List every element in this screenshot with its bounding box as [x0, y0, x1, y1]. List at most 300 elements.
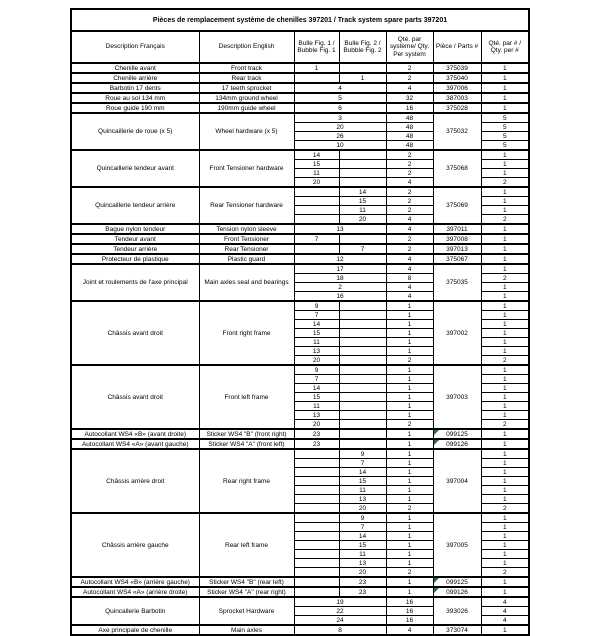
- qty-per-system-cell: 1: [386, 550, 433, 559]
- qty-per-system-cell: 2: [386, 197, 433, 206]
- header-row: [71, 31, 529, 63]
- bubble2-cell: [339, 420, 386, 430]
- bubble1-cell: 14: [294, 320, 339, 329]
- bubble-ref-cell: 20: [294, 123, 386, 132]
- qty-per-part-cell: 5: [481, 132, 529, 141]
- qty-per-part-cell: 1: [481, 311, 529, 320]
- bubble2-cell: [339, 301, 386, 311]
- qty-per-part-cell: 1: [481, 559, 529, 568]
- qty-per-part-cell: 1: [481, 264, 529, 274]
- table-row: [71, 224, 529, 234]
- bubble2-cell: [339, 329, 386, 338]
- qty-per-system-cell: 48: [386, 132, 433, 141]
- qty-per-system-cell: 4: [386, 178, 433, 188]
- qty-per-part-cell: 1: [481, 411, 529, 420]
- table-row: [71, 63, 529, 73]
- bubble-ref-cell: 6: [294, 103, 386, 113]
- qty-per-part-cell: 5: [481, 113, 529, 123]
- qty-per-system-cell: 1: [386, 375, 433, 384]
- bubble1-cell: 11: [294, 169, 339, 178]
- bubble-ref-cell: 13: [294, 224, 386, 234]
- qty-per-part-cell: 4: [481, 616, 529, 626]
- qty-per-part-cell: 1: [481, 587, 529, 597]
- qty-per-part-cell: 1: [481, 384, 529, 393]
- table-row: [71, 439, 529, 449]
- table-row: [71, 513, 529, 523]
- table-row: [71, 365, 529, 375]
- qty-per-part-cell: 1: [481, 150, 529, 160]
- qty-per-part-cell: 1: [481, 73, 529, 83]
- qty-per-part-cell: 1: [481, 577, 529, 587]
- desc-fr-cell: Châssis arrière droit: [71, 449, 199, 513]
- bubble2-cell: [339, 439, 386, 449]
- bubble1-cell: [294, 197, 339, 206]
- qty-per-part-cell: 5: [481, 141, 529, 151]
- qty-per-system-cell: 1: [386, 587, 433, 597]
- qty-per-part-cell: 1: [481, 449, 529, 459]
- desc-en-cell: Sticker WS4 "B" (front right): [199, 429, 294, 439]
- bubble2-cell: 14: [339, 187, 386, 197]
- bubble1-cell: 20: [294, 420, 339, 430]
- qty-per-part-cell: 1: [481, 468, 529, 477]
- qty-per-system-cell: 1: [386, 384, 433, 393]
- qty-per-system-cell: 48: [386, 141, 433, 151]
- desc-fr-cell: Tendeur arrière: [71, 244, 199, 254]
- qty-per-part-cell: 1: [481, 338, 529, 347]
- table-row: [71, 83, 529, 93]
- qty-per-system-cell: 2: [386, 568, 433, 578]
- table-row: [71, 113, 529, 123]
- table-row: [71, 264, 529, 274]
- bubble2-cell: 7: [339, 523, 386, 532]
- bubble1-cell: [294, 587, 339, 597]
- bubble1-cell: 7: [294, 311, 339, 320]
- qty-per-system-cell: 2: [386, 244, 433, 254]
- desc-en-cell: Tension nylon sleeve: [199, 224, 294, 234]
- bubble1-cell: 14: [294, 384, 339, 393]
- qty-per-system-cell: 1: [386, 523, 433, 532]
- desc-en-cell: Sticker WS4 "A" (front left): [199, 439, 294, 449]
- table-row: [71, 429, 529, 439]
- qty-per-part-cell: 1: [481, 486, 529, 495]
- qty-per-part-cell: 4: [481, 607, 529, 616]
- table-row: [71, 254, 529, 264]
- desc-fr-cell: Autocollant WS4 «B» (avant droite): [71, 429, 199, 439]
- part-number-cell: 375068: [433, 150, 481, 187]
- qty-per-system-cell: 1: [386, 429, 433, 439]
- bubble1-cell: 11: [294, 338, 339, 347]
- qty-per-system-cell: 1: [386, 402, 433, 411]
- qty-per-system-cell: 16: [386, 103, 433, 113]
- part-number-cell: 099126: [433, 439, 481, 449]
- desc-fr-cell: Quincaillerie de roue (x 5): [71, 113, 199, 150]
- part-number-cell: 375032: [433, 113, 481, 150]
- bubble1-cell: [294, 532, 339, 541]
- bubble-ref-cell: 24: [294, 616, 386, 626]
- desc-en-cell: Plastic guard: [199, 254, 294, 264]
- qty-per-system-cell: 4: [386, 625, 433, 635]
- qty-per-part-cell: 2: [481, 215, 529, 225]
- desc-en-cell: Sticker WS4 "B" (rear left): [199, 577, 294, 587]
- qty-per-system-cell: 2: [386, 206, 433, 215]
- qty-per-system-cell: 2: [386, 73, 433, 83]
- bubble1-cell: 9: [294, 365, 339, 375]
- table-row: [71, 93, 529, 103]
- qty-per-system-cell: 1: [386, 459, 433, 468]
- qty-per-part-cell: 1: [481, 224, 529, 234]
- bubble-ref-cell: 8: [294, 625, 386, 635]
- qty-per-part-cell: 2: [481, 178, 529, 188]
- desc-en-cell: Front track: [199, 63, 294, 73]
- qty-per-system-cell: 16: [386, 607, 433, 616]
- qty-per-part-cell: 1: [481, 459, 529, 468]
- desc-en-cell: Rear Tensioner hardware: [199, 187, 294, 224]
- bubble-ref-cell: 22: [294, 607, 386, 616]
- desc-fr-cell: Autocollant WS4 «B» (arrière gauche): [71, 577, 199, 587]
- parts-table: [70, 8, 530, 636]
- bubble1-cell: 11: [294, 402, 339, 411]
- bubble2-cell: [339, 411, 386, 420]
- table-row: [71, 625, 529, 635]
- bubble-ref-cell: 10: [294, 141, 386, 151]
- qty-per-part-cell: 1: [481, 206, 529, 215]
- desc-en-cell: Rear Tensioner: [199, 244, 294, 254]
- qty-per-system-cell: 1: [386, 468, 433, 477]
- part-number-cell: 375035: [433, 264, 481, 301]
- bubble2-cell: 11: [339, 486, 386, 495]
- qty-per-part-cell: 1: [481, 532, 529, 541]
- desc-fr-cell: Autocollant WS4 «A» (avant gauche): [71, 439, 199, 449]
- qty-per-system-cell: 16: [386, 616, 433, 626]
- bubble2-cell: 7: [339, 459, 386, 468]
- bubble2-cell: 23: [339, 587, 386, 597]
- qty-per-system-cell: 4: [386, 254, 433, 264]
- bubble1-cell: [294, 513, 339, 523]
- table-row: [71, 244, 529, 254]
- qty-per-part-cell: 2: [481, 568, 529, 578]
- desc-en-cell: 190mm guide wheel: [199, 103, 294, 113]
- qty-per-part-cell: 2: [481, 420, 529, 430]
- bubble2-cell: [339, 356, 386, 366]
- qty-per-system-cell: 1: [386, 495, 433, 504]
- qty-per-system-cell: 4: [386, 264, 433, 274]
- part-number-cell: 397013: [433, 244, 481, 254]
- bubble1-cell: 1: [294, 63, 339, 73]
- bubble2-cell: 23: [339, 577, 386, 587]
- bubble2-cell: 13: [339, 495, 386, 504]
- bubble2-cell: 11: [339, 550, 386, 559]
- bubble2-cell: 11: [339, 206, 386, 215]
- qty-per-system-cell: 1: [386, 477, 433, 486]
- desc-fr-cell: Protecteur de plastique: [71, 254, 199, 264]
- bubble1-cell: [294, 468, 339, 477]
- page-title: Pièces de remplacement système de chenilles 397201 / Track system spare parts 397201: [71, 9, 529, 31]
- bubble-ref-cell: 17: [294, 264, 386, 274]
- qty-per-system-cell: 1: [386, 541, 433, 550]
- bubble2-cell: [339, 347, 386, 356]
- part-number-cell: 099125: [433, 577, 481, 587]
- bubble-ref-cell: 18: [294, 274, 386, 283]
- bubble2-cell: 9: [339, 449, 386, 459]
- text-format-flag-icon: [434, 588, 439, 593]
- qty-per-part-cell: 1: [481, 320, 529, 329]
- qty-per-part-cell: 2: [481, 504, 529, 514]
- part-number-cell: 397006: [433, 83, 481, 93]
- qty-per-part-cell: 1: [481, 393, 529, 402]
- qty-per-part-cell: 1: [481, 625, 529, 635]
- qty-per-part-cell: 2: [481, 356, 529, 366]
- bubble2-cell: [339, 320, 386, 329]
- qty-per-system-cell: 2: [386, 504, 433, 514]
- qty-per-part-cell: 1: [481, 550, 529, 559]
- qty-per-system-cell: 1: [386, 532, 433, 541]
- column-header: Description Français: [71, 31, 199, 63]
- part-number-cell: 397004: [433, 449, 481, 513]
- part-number-cell: 375028: [433, 103, 481, 113]
- bubble1-cell: [294, 568, 339, 578]
- bubble-ref-cell: 4: [294, 83, 386, 93]
- bubble-ref-cell: 5: [294, 93, 386, 103]
- qty-per-part-cell: 1: [481, 523, 529, 532]
- desc-en-cell: Rear track: [199, 73, 294, 83]
- desc-en-cell: Main axles: [199, 625, 294, 635]
- qty-per-part-cell: 1: [481, 187, 529, 197]
- text-format-flag-icon: [434, 440, 439, 445]
- bubble1-cell: 15: [294, 393, 339, 402]
- qty-per-part-cell: 1: [481, 234, 529, 244]
- qty-per-system-cell: 8: [386, 274, 433, 283]
- bubble1-cell: 23: [294, 439, 339, 449]
- bubble2-cell: 15: [339, 541, 386, 550]
- bubble2-cell: [339, 311, 386, 320]
- part-number-cell: 373074: [433, 625, 481, 635]
- desc-en-cell: Main axles seal and bearings: [199, 264, 294, 301]
- table-row: [71, 301, 529, 311]
- qty-per-part-cell: 1: [481, 169, 529, 178]
- bubble1-cell: [294, 550, 339, 559]
- text-format-flag-icon: [434, 430, 439, 435]
- qty-per-system-cell: 1: [386, 449, 433, 459]
- desc-fr-cell: Roue au sol 134 mm: [71, 93, 199, 103]
- bubble1-cell: [294, 187, 339, 197]
- qty-per-system-cell: 48: [386, 123, 433, 132]
- qty-per-part-cell: 1: [481, 439, 529, 449]
- bubble2-cell: 20: [339, 568, 386, 578]
- bubble2-cell: [339, 160, 386, 169]
- bubble1-cell: 13: [294, 411, 339, 420]
- desc-fr-cell: Quincaillerie tendeur arrière: [71, 187, 199, 224]
- column-header: Qté. par système/ Qty. Per system: [386, 31, 433, 63]
- desc-en-cell: Sticker WS4 "A" (rear right): [199, 587, 294, 597]
- bubble2-cell: 20: [339, 215, 386, 225]
- table-row: [71, 234, 529, 244]
- qty-per-system-cell: 1: [386, 486, 433, 495]
- desc-en-cell: Front left frame: [199, 365, 294, 429]
- bubble1-cell: [294, 486, 339, 495]
- column-header: Bulle Fig. 2 / Bubble Fig. 2: [339, 31, 386, 63]
- bubble2-cell: 7: [339, 244, 386, 254]
- table-row: [71, 577, 529, 587]
- bubble1-cell: 23: [294, 429, 339, 439]
- qty-per-system-cell: 2: [386, 150, 433, 160]
- bubble2-cell: [339, 365, 386, 375]
- bubble1-cell: [294, 504, 339, 514]
- bubble2-cell: [339, 169, 386, 178]
- qty-per-part-cell: 1: [481, 375, 529, 384]
- desc-fr-cell: Chenille arrière: [71, 73, 199, 83]
- desc-fr-cell: Châssis avant droit: [71, 365, 199, 429]
- qty-per-part-cell: 1: [481, 103, 529, 113]
- column-header: Qté. par # / Qty. per #: [481, 31, 529, 63]
- qty-per-part-cell: 1: [481, 541, 529, 550]
- qty-per-system-cell: 1: [386, 320, 433, 329]
- qty-per-system-cell: 4: [386, 83, 433, 93]
- qty-per-system-cell: 1: [386, 411, 433, 420]
- desc-en-cell: Rear left frame: [199, 513, 294, 577]
- spare-parts-sheet: [70, 8, 528, 636]
- bubble1-cell: 7: [294, 234, 339, 244]
- qty-per-part-cell: 1: [481, 513, 529, 523]
- bubble1-cell: [294, 73, 339, 83]
- parts-table-body: [71, 9, 529, 635]
- qty-per-system-cell: 4: [386, 292, 433, 302]
- qty-per-part-cell: 1: [481, 197, 529, 206]
- desc-en-cell: 134mm ground wheel: [199, 93, 294, 103]
- desc-en-cell: Front Tensioner hardware: [199, 150, 294, 187]
- bubble1-cell: [294, 577, 339, 587]
- qty-per-system-cell: 1: [386, 513, 433, 523]
- bubble-ref-cell: 19: [294, 597, 386, 607]
- table-row: [71, 187, 529, 197]
- qty-per-system-cell: 1: [386, 311, 433, 320]
- qty-per-part-cell: 4: [481, 597, 529, 607]
- desc-en-cell: Front right frame: [199, 301, 294, 365]
- title-row: [71, 9, 529, 31]
- qty-per-part-cell: 5: [481, 123, 529, 132]
- qty-per-part-cell: 1: [481, 301, 529, 311]
- bubble1-cell: 9: [294, 301, 339, 311]
- table-row: [71, 449, 529, 459]
- part-number-cell: 375040: [433, 73, 481, 83]
- qty-per-system-cell: 2: [386, 169, 433, 178]
- qty-per-system-cell: 1: [386, 347, 433, 356]
- bubble2-cell: [339, 178, 386, 188]
- bubble2-cell: [339, 234, 386, 244]
- part-number-cell: 099125: [433, 429, 481, 439]
- column-header: Bulle Fig. 1 / Bubble Fig. 1: [294, 31, 339, 63]
- bubble2-cell: [339, 393, 386, 402]
- desc-fr-cell: Roue guide 190 mm: [71, 103, 199, 113]
- part-number-cell: 375039: [433, 63, 481, 73]
- qty-per-system-cell: 4: [386, 283, 433, 292]
- qty-per-part-cell: 1: [481, 83, 529, 93]
- qty-per-part-cell: 2: [481, 274, 529, 283]
- bubble1-cell: [294, 244, 339, 254]
- table-row: [71, 587, 529, 597]
- qty-per-system-cell: 32: [386, 93, 433, 103]
- text-format-flag-icon: [434, 578, 439, 583]
- bubble2-cell: 9: [339, 513, 386, 523]
- desc-en-cell: Sprocket Hardware: [199, 597, 294, 625]
- bubble1-cell: 20: [294, 178, 339, 188]
- desc-fr-cell: Joint et roulements de l'axe principal: [71, 264, 199, 301]
- bubble2-cell: [339, 375, 386, 384]
- bubble1-cell: [294, 559, 339, 568]
- qty-per-part-cell: 1: [481, 429, 529, 439]
- part-number-cell: 397011: [433, 224, 481, 234]
- bubble1-cell: [294, 459, 339, 468]
- bubble1-cell: 14: [294, 150, 339, 160]
- bubble1-cell: [294, 477, 339, 486]
- bubble2-cell: 13: [339, 559, 386, 568]
- qty-per-system-cell: 2: [386, 356, 433, 366]
- desc-fr-cell: Tendeur avant: [71, 234, 199, 244]
- desc-en-cell: Rear right frame: [199, 449, 294, 513]
- qty-per-system-cell: 1: [386, 338, 433, 347]
- desc-fr-cell: Quincaillerie tendeur avant: [71, 150, 199, 187]
- desc-fr-cell: Châssis arrière gauche: [71, 513, 199, 577]
- qty-per-system-cell: 1: [386, 559, 433, 568]
- bubble1-cell: [294, 206, 339, 215]
- bubble2-cell: 14: [339, 468, 386, 477]
- qty-per-system-cell: 1: [386, 577, 433, 587]
- bubble-ref-cell: 12: [294, 254, 386, 264]
- part-number-cell: 397002: [433, 301, 481, 365]
- column-header: Description English: [199, 31, 294, 63]
- bubble1-cell: [294, 495, 339, 504]
- bubble2-cell: 14: [339, 532, 386, 541]
- qty-per-system-cell: 2: [386, 63, 433, 73]
- qty-per-system-cell: 2: [386, 234, 433, 244]
- qty-per-system-cell: 48: [386, 113, 433, 123]
- bubble-ref-cell: 26: [294, 132, 386, 141]
- desc-en-cell: Wheel hardware (x 5): [199, 113, 294, 150]
- bubble2-cell: [339, 429, 386, 439]
- table-row: [71, 150, 529, 160]
- part-number-cell: 397003: [433, 365, 481, 429]
- bubble1-cell: 15: [294, 160, 339, 169]
- desc-fr-cell: Bague nylon tendeur: [71, 224, 199, 234]
- bubble1-cell: 20: [294, 356, 339, 366]
- bubble2-cell: 15: [339, 477, 386, 486]
- table-row: [71, 103, 529, 113]
- desc-fr-cell: Châssis avant droit: [71, 301, 199, 365]
- part-number-cell: 375067: [433, 254, 481, 264]
- table-row: [71, 73, 529, 83]
- desc-en-cell: Front Tensioner: [199, 234, 294, 244]
- qty-per-system-cell: 2: [386, 187, 433, 197]
- qty-per-part-cell: 1: [481, 292, 529, 302]
- qty-per-part-cell: 1: [481, 365, 529, 375]
- bubble2-cell: [339, 338, 386, 347]
- bubble2-cell: [339, 63, 386, 73]
- column-header: Pièce / Parts #: [433, 31, 481, 63]
- bubble1-cell: [294, 215, 339, 225]
- qty-per-part-cell: 1: [481, 495, 529, 504]
- qty-per-part-cell: 1: [481, 160, 529, 169]
- part-number-cell: 397008: [433, 234, 481, 244]
- qty-per-system-cell: 1: [386, 329, 433, 338]
- bubble2-cell: 15: [339, 197, 386, 206]
- desc-fr-cell: Axe principale de chenille: [71, 625, 199, 635]
- desc-fr-cell: Chenille avant: [71, 63, 199, 73]
- bubble1-cell: [294, 523, 339, 532]
- bubble1-cell: [294, 449, 339, 459]
- bubble2-cell: [339, 402, 386, 411]
- bubble2-cell: 20: [339, 504, 386, 514]
- bubble1-cell: 15: [294, 329, 339, 338]
- qty-per-system-cell: 4: [386, 215, 433, 225]
